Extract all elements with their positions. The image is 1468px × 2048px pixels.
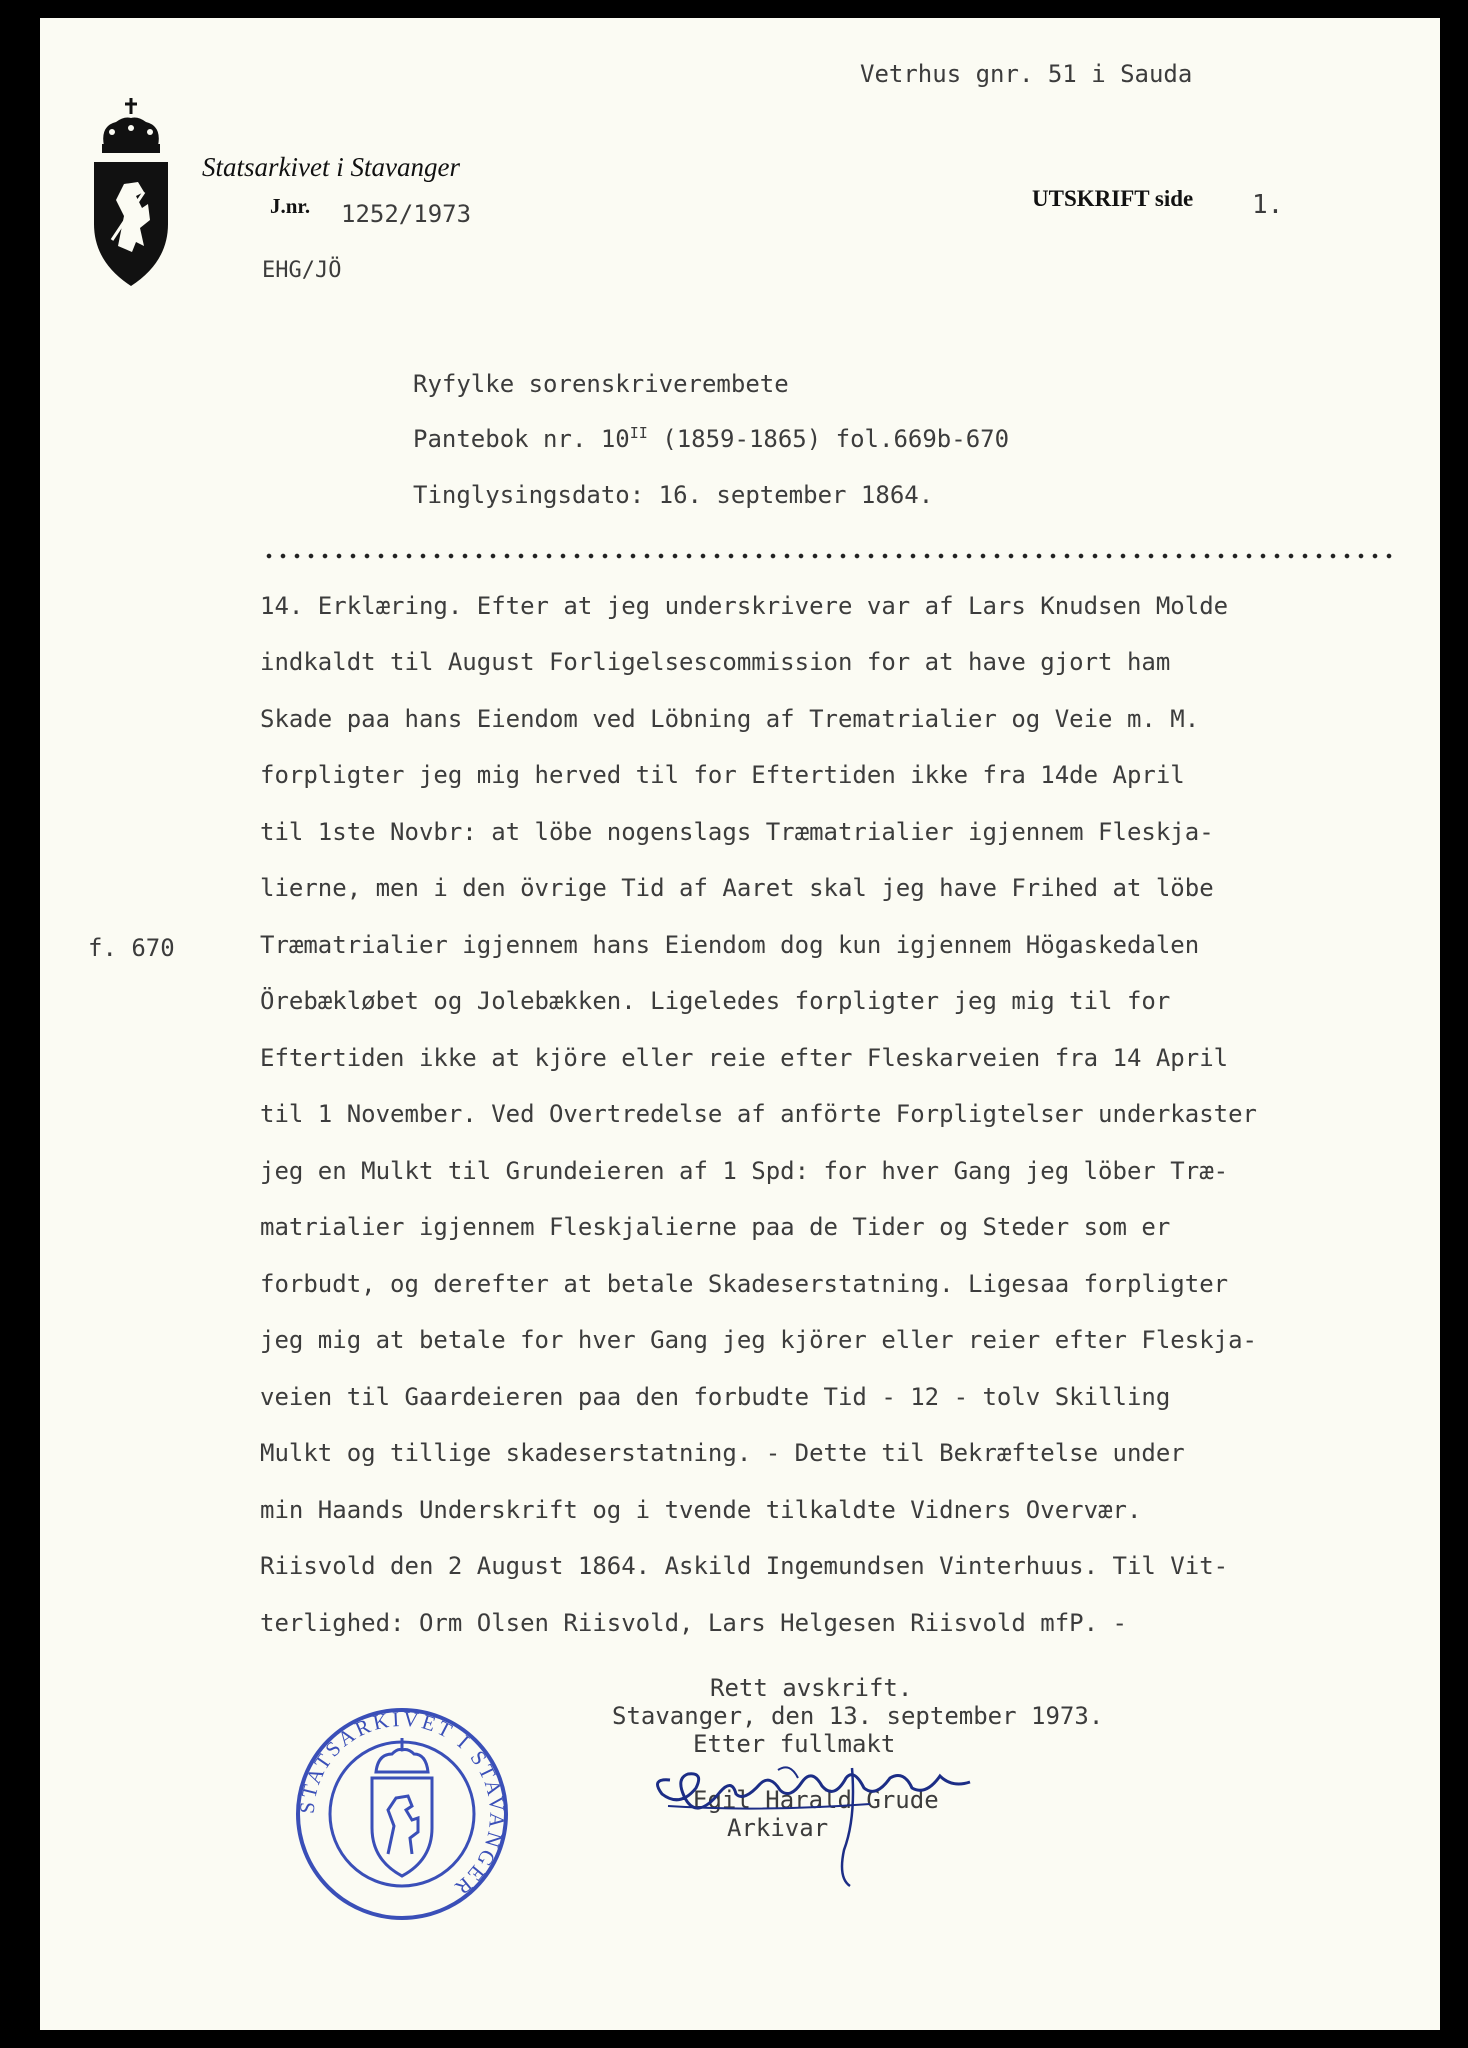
- journal-label: J.nr.: [270, 194, 311, 218]
- body-line: matrialier igjennem Fleskjalierne paa de Tider og Steder som er: [260, 1213, 1171, 1241]
- body-line: Skade paa hans Eiendom ved Löbning af Trematrialier og Veie m. M.: [260, 705, 1200, 733]
- archive-name: Statsarkivet i Stavanger: [202, 152, 460, 182]
- top-right-reference: Vetrhus gnr. 51 i Sauda: [860, 60, 1193, 88]
- page-number: 1.: [1252, 190, 1284, 220]
- margin-note: f. 670: [88, 934, 175, 962]
- svg-text:STATSARKIVET I STAVANGER: STATSARKIVET I STAVANGER: [294, 1706, 510, 1902]
- body-line: Örebækløbet og Jolebækken. Ligeledes forpligter jeg mig til for: [260, 987, 1171, 1015]
- body-line: 14. Erklæring. Efter at jeg underskrivere var af Lars Knudsen Molde: [260, 592, 1229, 620]
- body-line: jeg mig at betale for hver Gang jeg kjörer eller reier efter Fleskja-: [260, 1326, 1257, 1354]
- handwritten-signature: [640, 1738, 1060, 1888]
- body-line: lierne, men i den övrige Tid af Aaret skal jeg have Frihed at löbe: [260, 874, 1214, 902]
- body-line: veien til Gaardeieren paa den forbudte Tid - 12 - tolv Skilling: [260, 1383, 1171, 1411]
- closing-place-date: Stavanger, den 13. september 1973.: [612, 1702, 1104, 1730]
- coat-of-arms-icon: [88, 96, 174, 286]
- body-line: Eftertiden ikke at kjöre eller reie efter Fleskarveien fra 14 April: [260, 1044, 1229, 1072]
- body-line: indkaldt til August Forligelsescommission for at have gjort ham: [260, 648, 1171, 676]
- body-line: til 1ste Novbr: at löbe nogenslags Træmatrialier igjennem Fleskja-: [260, 818, 1214, 846]
- signer-title: Arkivar: [727, 1814, 829, 1842]
- body-line: terlighed: Orm Olsen Riisvold, Lars Helgesen Riisvold mfP. -: [260, 1609, 1127, 1637]
- closing-authority: Etter fullmakt: [693, 1730, 896, 1758]
- body-line: forpligter jeg mig herved til for Eftertiden ikke fra 14de April: [260, 761, 1185, 789]
- journal-number: 1252/1973: [341, 200, 472, 228]
- body-line: Riisvold den 2 August 1864. Askild Ingemundsen Vinterhuus. Til Vit-: [260, 1552, 1229, 1580]
- dotted-separator: [262, 552, 1392, 560]
- body-line: jeg en Mulkt til Grundeieren af 1 Spd: for hver Gang jeg löber Træ-: [260, 1157, 1229, 1185]
- body-line: Træmatrialier igjennem hans Eiendom dog kun igjennem Högaskedalen: [260, 931, 1200, 959]
- body-line: Mulkt og tillige skadeserstatning. - Dette til Bekræftelse under: [260, 1439, 1185, 1467]
- document-page: [40, 18, 1440, 2030]
- registration-date: Tinglysingsdato: 16. september 1864.: [413, 481, 934, 509]
- body-line: til 1 November. Ved Overtredelse af anförte Forpligtelser underkaster: [260, 1100, 1257, 1128]
- body-line: forbudt, og derefter at betale Skadeserstatning. Ligesaa forpligter: [260, 1270, 1229, 1298]
- initials: EHG/JÖ: [262, 258, 342, 283]
- mortgage-book-reference: Pantebok nr. $10^{II}$ (1859-1865) fol.669b-670: [413, 424, 1010, 453]
- signer-name: Egil Harald Grude: [693, 1786, 939, 1814]
- court-office: Ryfylke sorenskriverembete: [413, 370, 789, 398]
- closing-certified: Rett avskrift.: [710, 1674, 913, 1702]
- transcript-label: UTSKRIFT side: [1032, 186, 1194, 211]
- body-line: min Haands Underskrift og i tvende tilkaldte Vidners Overvær.: [260, 1496, 1142, 1524]
- archive-stamp: [292, 1704, 512, 1924]
